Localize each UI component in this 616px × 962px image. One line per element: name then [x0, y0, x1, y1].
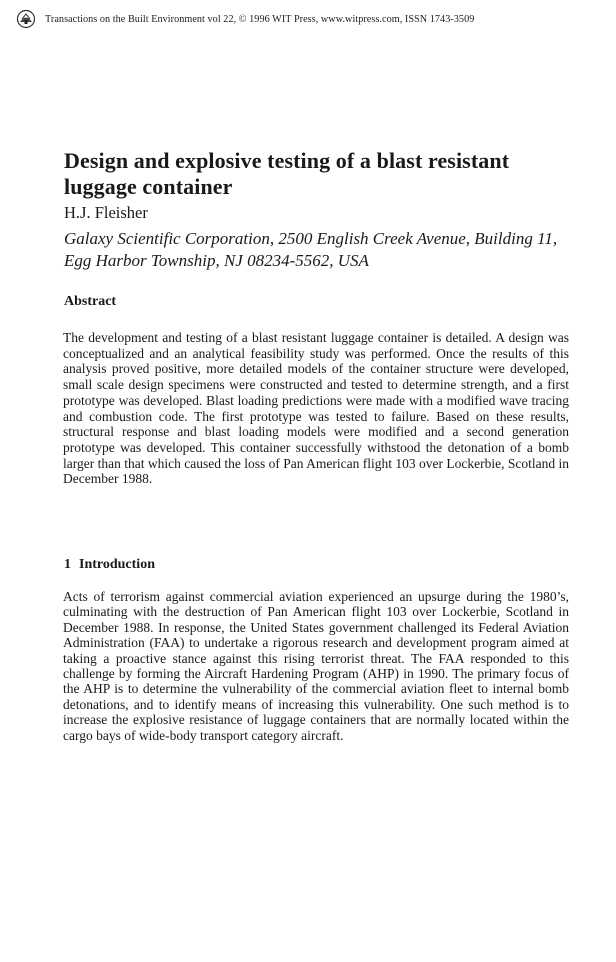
section-title: Introduction [79, 557, 155, 572]
introduction-body: Acts of terrorism against commercial aviation experienced an upsurge during the 1980’s, culminating with the destruction of Pan American flight 103 over Lockerbie, Scotland in December 1988. In response, the United States government challenged its Federal Aviation Administration (FAA) to undertake a rigorous research and development program aimed at taking a proactive stance against this rising terrorist threat. The FAA responded to this challenge by forming the Aircraft Hardening Program (AHP) in 1990. The primary focus of the AHP is to determine the vulnerability of the commercial aviation fleet to internal bomb detonations, and to identify means of increasing this vulnerability. One such method is to increase the explosive resistance of luggage containers that are normally located within the cargo bays of wide-body transport category aircraft. [63, 589, 569, 743]
introduction-heading [64, 557, 155, 573]
paper-title: Design and explosive testing of a blast resistant luggage container [64, 148, 510, 199]
publisher-logo-icon [16, 9, 36, 29]
paper-author: H.J. Fleisher [64, 203, 148, 222]
author-affiliation: Galaxy Scientific Corporation, 2500 English Creek Avenue, Building 11, Egg Harbor Township, NJ 08234-5562, USA [64, 229, 558, 270]
abstract-heading: Abstract [64, 294, 117, 309]
running-header [16, 9, 474, 29]
running-head-text: Transactions on the Built Environment vol 22, © 1996 WIT Press, www.witpress.com, ISSN 1743-3509 [45, 13, 475, 25]
abstract-body: The development and testing of a blast resistant luggage container is detailed. A design was conceptualized and an analytical feasibility study was performed. Once the results of this analysis proved positive, more detailed models of the container structure were developed, small scale design specimens were constructed and tested to determine strength, and a first prototype was developed. Blast loading predictions were made with a modified wave tracing and combustion code. The first prototype was tested to failure. Based on these results, structural response and blast loading models were modified and a second generation prototype was developed. This container successfully withstood the detonation of a bomb larger than that which caused the loss of Pan American flight 103 over Lockerbie, Scotland in December 1988. [63, 330, 569, 487]
section-number: 1 [64, 557, 71, 572]
